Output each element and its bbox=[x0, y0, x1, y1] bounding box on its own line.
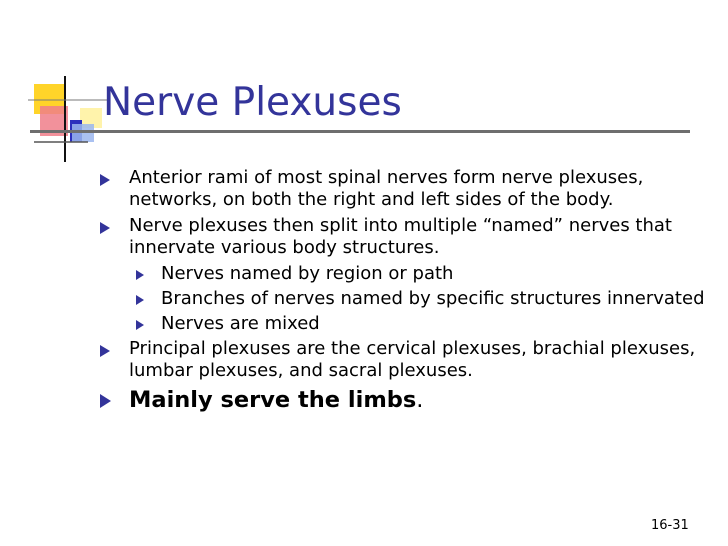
bullet-arrow-icon bbox=[100, 174, 110, 186]
bullet-text: Nerve plexuses then split into multiple “named” nerves that innervate various body structures. bbox=[129, 215, 672, 258]
bullet-list bbox=[100, 167, 710, 414]
slide-title: Nerve Plexuses bbox=[103, 80, 402, 125]
bullet-item bbox=[100, 167, 710, 211]
sub-bullet-item bbox=[100, 288, 710, 310]
bullet-arrow-icon bbox=[100, 394, 111, 408]
bullet-arrow-icon bbox=[100, 345, 110, 357]
bullet-item-emphasis bbox=[100, 386, 710, 414]
slide-number: 16-31 bbox=[651, 518, 689, 533]
bullet-text: Principal plexuses are the cervical plexuses, brachial plexuses, lumbar plexuses, and sacral plexuses. bbox=[129, 338, 696, 381]
sub-bullet-text: Branches of nerves named by specific structures innervated bbox=[161, 288, 705, 309]
bullet-item bbox=[100, 215, 710, 259]
deco-light-blue-square bbox=[72, 124, 94, 142]
bullet-text: Anterior rami of most spinal nerves form nerve plexuses, networks, on both the right and left sides of the body. bbox=[129, 167, 644, 210]
sub-bullet-arrow-icon bbox=[136, 295, 144, 305]
bullet-arrow-icon bbox=[100, 222, 110, 234]
bullet-item bbox=[100, 338, 710, 382]
sub-bullet-arrow-icon bbox=[136, 270, 144, 280]
sub-bullet-arrow-icon bbox=[136, 320, 144, 330]
decorative-squares bbox=[28, 76, 108, 162]
sub-bullet-item bbox=[100, 263, 710, 285]
emphasis-suffix: . bbox=[416, 387, 424, 413]
sub-bullet-text: Nerves are mixed bbox=[161, 313, 320, 334]
sub-bullet-text: Nerves named by region or path bbox=[161, 263, 454, 284]
emphasis-text: Mainly serve the limbs bbox=[129, 387, 417, 413]
title-divider bbox=[30, 130, 690, 133]
sub-bullet-item bbox=[100, 313, 710, 335]
